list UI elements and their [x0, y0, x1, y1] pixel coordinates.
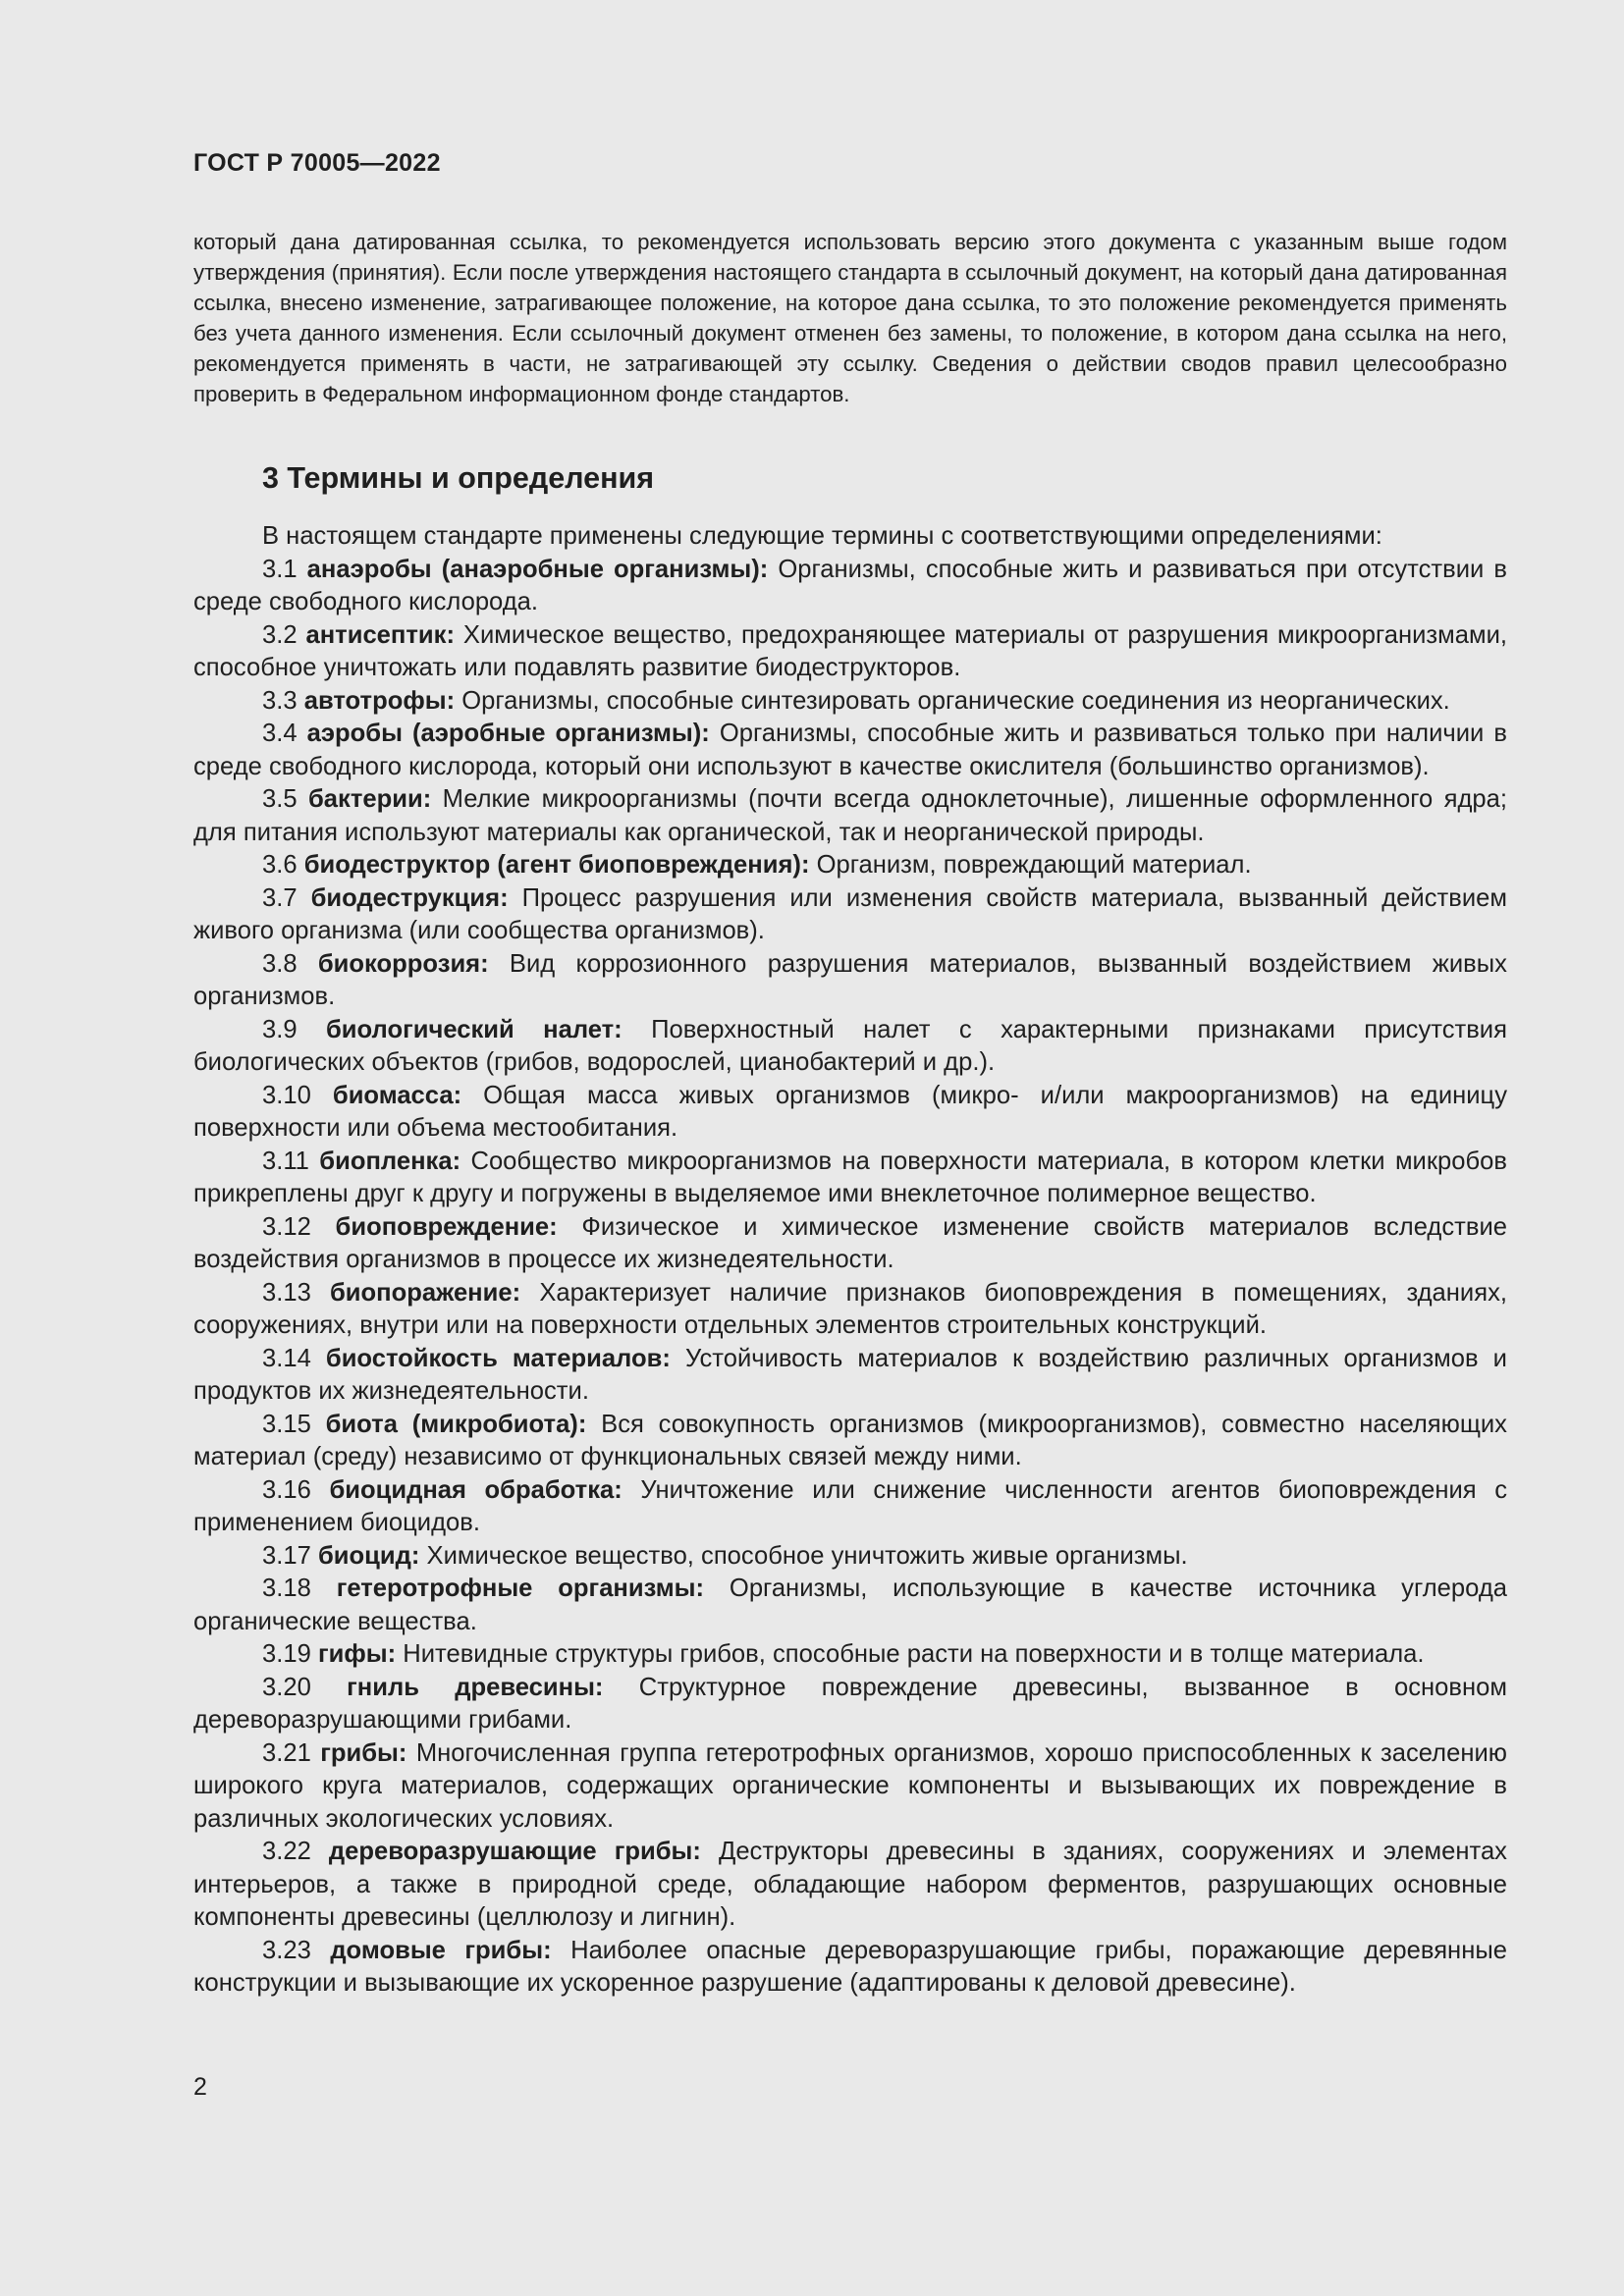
- term-name: домовые грибы:: [330, 1936, 552, 1964]
- intro-paragraph: который дана датированная ссылка, то рекомендуется использовать версию этого документа с указанным выше годом утверждения (принятия). Если после утверждения настоящего стандарта в ссылочный документ, на который дана датированная ссылка, внесено изменение, затрагивающее положение, на которое дана ссылка, то это положение рекомендуется применять без учета данного изменения. Если ссылочный документ отменен без замены, то положение, в котором дана ссылка на него, рекомендуется применять в части, не затрагивающей эту ссылку. Сведения о действии сводов правил целесообразно проверить в Федеральном информационном фонде стандартов.: [193, 230, 1507, 406]
- term-number: 3.15: [262, 1410, 311, 1438]
- term-name: биодеструкция:: [310, 883, 509, 912]
- term-entry: [193, 1343, 1507, 1409]
- term-definition: Уничтожение или снижение численности агентов биоповреждения с применением биоцидов.: [193, 1475, 1508, 1536]
- term-number: 3.12: [262, 1212, 311, 1241]
- term-entry: [193, 1211, 1507, 1277]
- term-name: бактерии:: [307, 785, 432, 813]
- term-number: 3.1: [262, 555, 298, 583]
- term-entry: [193, 1737, 1507, 1837]
- term-name: биопоражение:: [330, 1278, 521, 1307]
- term-name: биодеструктор (агент биоповреждения):: [303, 851, 810, 879]
- term-name: аэробы (аэробные организмы):: [306, 720, 710, 747]
- term-entry: [193, 554, 1507, 619]
- term-entry: [193, 1935, 1507, 2001]
- terms-list: [193, 520, 1507, 2001]
- term-number: 3.14: [262, 1344, 311, 1372]
- term-number: 3.13: [262, 1278, 311, 1307]
- term-entry: [193, 882, 1507, 948]
- term-entry: [193, 1080, 1507, 1146]
- section-title: 3 Термины и определения: [262, 461, 655, 495]
- term-definition: Организмы, использующие в качестве источника углерода органические вещества.: [193, 1575, 1507, 1635]
- term-entry: [193, 1474, 1507, 1540]
- term-entry: [193, 1638, 1507, 1672]
- term-entry: [193, 1836, 1507, 1935]
- term-number: 3.20: [262, 1673, 311, 1701]
- term-number: 3.16: [262, 1475, 311, 1504]
- term-definition: Нитевидные структуры грибов, способные расти на поверхности и в толще материала.: [403, 1640, 1425, 1668]
- term-name: гниль древесины:: [347, 1673, 604, 1701]
- term-name: гетеротрофные организмы:: [336, 1575, 705, 1602]
- term-entry: [193, 1409, 1507, 1474]
- term-number: 3.22: [262, 1838, 311, 1865]
- term-name: биоцид:: [317, 1541, 420, 1570]
- page-number: 2: [193, 2073, 207, 2101]
- term-number: 3.7: [262, 883, 298, 912]
- term-name: биопленка:: [319, 1147, 461, 1175]
- term-definition: Организмы, способные жить и развиваться при отсутствии в среде свободного кислорода.: [193, 555, 1507, 615]
- term-definition: Организм, повреждающий материал.: [816, 851, 1252, 879]
- term-entry: [193, 1014, 1507, 1080]
- term-name: грибы:: [320, 1738, 407, 1767]
- term-number: 3.2: [262, 620, 298, 649]
- term-definition: Деструкторы древесины в зданиях, сооружениях и элементах интерьеров, а также в природной среде, обладающие набором ферментов, разрушающих основные компоненты древесины (целлюлозу и лигнин).: [193, 1838, 1507, 1931]
- term-name: биота (микробиота):: [325, 1410, 587, 1438]
- term-number: 3.3: [262, 686, 298, 715]
- term-entry: [193, 1146, 1507, 1211]
- term-definition: Многочисленная группа гетеротрофных организмов, хорошо приспособленных к заселению широкого круга материалов, содержащих органические компоненты и вызывающих их повреждение в различных экологических условиях.: [193, 1738, 1507, 1833]
- term-number: 3.10: [262, 1081, 311, 1109]
- term-definition: Химическое вещество, предохраняющее материалы от разрушения микроорганизмами, способное уничтожать или подавлять развитие биодеструкторов.: [193, 620, 1507, 681]
- term-number: 3.11: [262, 1147, 309, 1175]
- term-name: автотрофы:: [303, 686, 456, 715]
- term-number: 3.5: [262, 785, 298, 813]
- term-name: биомасса:: [332, 1081, 462, 1109]
- term-definition: Процесс разрушения или изменения свойств материала, вызванный действием живого организма (или сообщества организмов).: [193, 883, 1507, 944]
- term-definition: Характеризует наличие признаков биоповреждения в помещениях, зданиях, сооружениях, внутри или на поверхности отдельных элементов строительных конструкций.: [193, 1278, 1507, 1339]
- term-entry: [193, 948, 1507, 1014]
- term-number: 3.23: [262, 1936, 311, 1964]
- term-definition: Организмы, способные синтезировать органические соединения из неорганических.: [461, 686, 1450, 715]
- term-entry: [193, 685, 1507, 719]
- term-entry: [193, 619, 1507, 685]
- term-number: 3.21: [262, 1738, 311, 1767]
- document-code-header: ГОСТ Р 70005—2022: [193, 149, 441, 177]
- term-definition: Мелкие микроорганизмы (почти всегда одноклеточные), лишенные оформленного ядра; для питания используют материалы как органической, так и неорганической природы.: [193, 785, 1507, 846]
- term-number: 3.18: [262, 1575, 311, 1602]
- term-name: биокоррозия:: [317, 949, 489, 978]
- term-name: биоцидная обработка:: [329, 1475, 623, 1504]
- term-name: антисептик:: [305, 620, 455, 649]
- term-entry: [193, 1672, 1507, 1737]
- term-entry: [193, 718, 1507, 783]
- term-definition: Организмы, способные жить и развиваться только при наличии в среде свободного кислорода, который они используют в качестве окислителя (большинство организмов).: [193, 720, 1507, 780]
- term-name: биоповреждение:: [335, 1212, 558, 1241]
- section-lead: В настоящем стандарте применены следующие термины с соответствующими определениями:: [262, 522, 1382, 550]
- term-name: анаэробы (анаэробные организмы):: [306, 555, 769, 583]
- term-name: дереворазрушающие грибы:: [328, 1838, 701, 1865]
- term-number: 3.6: [262, 851, 298, 879]
- term-entry: [193, 1573, 1507, 1638]
- term-entry: [193, 1540, 1507, 1574]
- term-name: гифы:: [317, 1640, 397, 1668]
- term-definition: Общая масса живых организмов (микро- и/или макроорганизмов) на единицу поверхности или объема местообитания.: [193, 1081, 1507, 1142]
- term-number: 3.8: [262, 949, 298, 978]
- term-number: 3.17: [262, 1541, 311, 1570]
- term-definition: Сообщество микроорганизмов на поверхности материала, в котором клетки микробов прикреплены друг к другу и погружены в выделяемое ими внеклеточное полимерное вещество.: [193, 1147, 1507, 1207]
- term-definition: Поверхностный налет с характерными признаками присутствия биологических объектов (грибов, водорослей, цианобактерий и др.).: [193, 1015, 1507, 1076]
- term-name: биостойкость материалов:: [325, 1344, 671, 1372]
- term-entry: [193, 849, 1507, 882]
- term-entry: [193, 1277, 1507, 1343]
- term-definition: Вид коррозионного разрушения материалов, вызванный воздействием живых организмов.: [193, 949, 1507, 1010]
- term-number: 3.4: [262, 720, 298, 747]
- term-number: 3.9: [262, 1015, 298, 1043]
- term-definition: Химическое вещество, способное уничтожить живые организмы.: [426, 1541, 1188, 1570]
- term-name: биологический налет:: [325, 1015, 623, 1043]
- term-definition: Структурное повреждение древесины, вызванное в основном дереворазрушающими грибами.: [193, 1673, 1507, 1734]
- term-definition: Наиболее опасные дереворазрушающие грибы, поражающие деревянные конструкции и вызывающие их ускоренное разрушение (адаптированы к деловой древесине).: [193, 1936, 1507, 1997]
- term-definition: Устойчивость материалов к воздействию различных организмов и продуктов их жизнедеятельности.: [193, 1344, 1507, 1405]
- term-number: 3.19: [262, 1640, 311, 1668]
- term-entry: [193, 783, 1507, 849]
- term-definition: Вся совокупность организмов (микроорганизмов), совместно населяющих материал (среду) независимо от функциональных связей между ними.: [193, 1410, 1507, 1470]
- term-definition: Физическое и химическое изменение свойств материалов вследствие воздействия организмов в процессе их жизнедеятельности.: [193, 1212, 1507, 1273]
